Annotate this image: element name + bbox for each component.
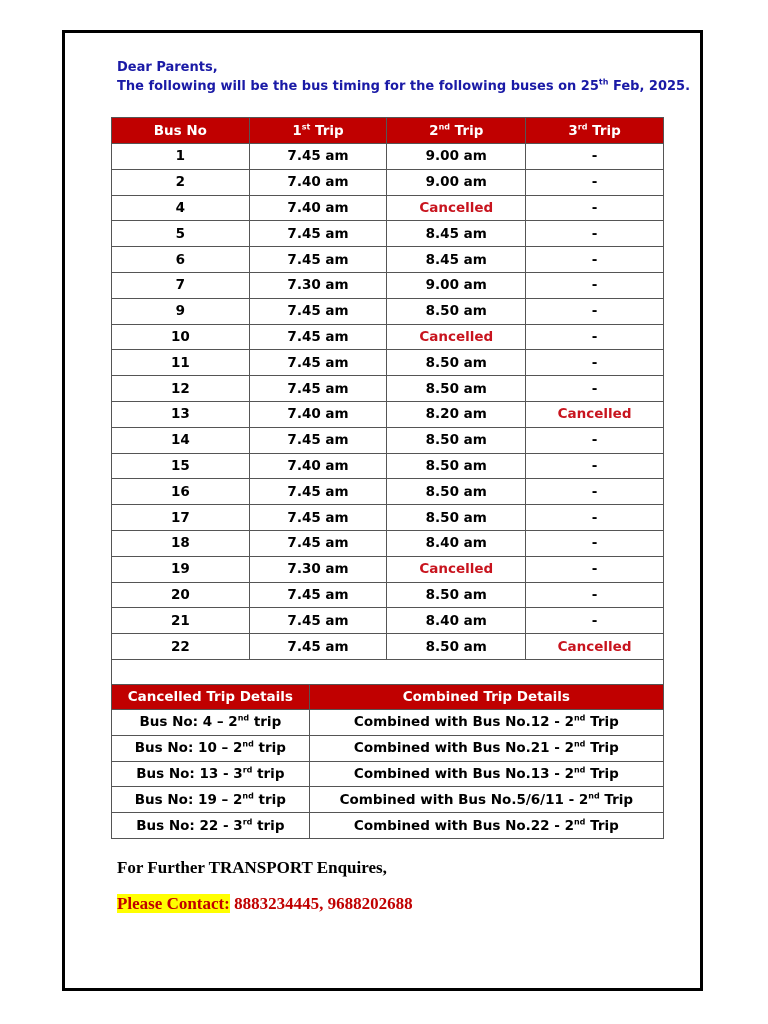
spacer-cell [112, 659, 664, 684]
trip-1-cell: 7.40 am [249, 169, 387, 195]
combined-trip-cell: Combined with Bus No.13 - 2nd Trip [309, 761, 663, 787]
bus-no-cell: 6 [112, 247, 250, 273]
table-row [112, 144, 664, 170]
trip-2-cell: 8.50 am [387, 427, 526, 453]
table-row [112, 453, 664, 479]
table-row [112, 634, 664, 660]
trip-2-cell: 8.50 am [387, 350, 526, 376]
trip-3-cell: - [526, 169, 664, 195]
trip-1-cell: 7.45 am [249, 376, 387, 402]
trip-2-cell: 9.00 am [387, 272, 526, 298]
header-combined-details: Combined Trip Details [309, 685, 663, 710]
bus-no-cell: 4 [112, 195, 250, 221]
schedule-header-row [112, 118, 664, 144]
trip-3-cell: - [526, 272, 664, 298]
table-row [112, 427, 664, 453]
table-row [112, 787, 664, 813]
greeting [117, 58, 690, 96]
table-row [112, 401, 664, 427]
trip-1-cell: 7.30 am [249, 556, 387, 582]
header-cancelled-details: Cancelled Trip Details [112, 685, 310, 710]
trip-2-cell: 8.50 am [387, 376, 526, 402]
table-row [112, 608, 664, 634]
trip-1-cell: 7.40 am [249, 453, 387, 479]
trip-2-cell: 8.50 am [387, 479, 526, 505]
trip-1-cell: 7.45 am [249, 530, 387, 556]
bus-no-cell: 19 [112, 556, 250, 582]
combined-trip-cell: Combined with Bus No.12 - 2nd Trip [309, 710, 663, 736]
bus-no-cell: 20 [112, 582, 250, 608]
bus-no-cell: 10 [112, 324, 250, 350]
trip-3-cell: - [526, 376, 664, 402]
trip-2-cell: Cancelled [387, 324, 526, 350]
table-row [112, 247, 664, 273]
spacer-row [112, 659, 664, 684]
header-trip-2: 2nd Trip [387, 118, 526, 144]
table-row [112, 479, 664, 505]
bus-no-cell: 12 [112, 376, 250, 402]
trip-2-cell: 8.50 am [387, 298, 526, 324]
cancelled-trip-cell: Bus No: 4 – 2nd trip [112, 710, 310, 736]
bus-no-cell: 1 [112, 144, 250, 170]
contact-numbers: 8883234445, 9688202688 [229, 894, 413, 913]
trip-details-table [111, 684, 664, 839]
details-header-row [112, 685, 664, 710]
trip-3-cell: - [526, 247, 664, 273]
cancelled-trip-cell: Bus No: 13 - 3rd trip [112, 761, 310, 787]
table-row [112, 813, 664, 839]
trip-3-cell: Cancelled [526, 634, 664, 660]
bus-no-cell: 17 [112, 505, 250, 531]
header-trip-3: 3rd Trip [526, 118, 664, 144]
trip-2-cell: 9.00 am [387, 169, 526, 195]
trip-3-cell: - [526, 505, 664, 531]
trip-2-cell: 8.50 am [387, 505, 526, 531]
trip-2-cell: 8.50 am [387, 453, 526, 479]
trip-1-cell: 7.45 am [249, 221, 387, 247]
trip-3-cell: - [526, 144, 664, 170]
trip-3-cell: - [526, 479, 664, 505]
table-row [112, 376, 664, 402]
bus-no-cell: 16 [112, 479, 250, 505]
bus-no-cell: 15 [112, 453, 250, 479]
trip-3-cell: - [526, 221, 664, 247]
trip-3-cell: - [526, 530, 664, 556]
table-row [112, 221, 664, 247]
trip-2-cell: 8.40 am [387, 530, 526, 556]
trip-3-cell: - [526, 350, 664, 376]
cancelled-trip-cell: Bus No: 22 - 3rd trip [112, 813, 310, 839]
bus-no-cell: 22 [112, 634, 250, 660]
table-row [112, 272, 664, 298]
trip-1-cell: 7.45 am [249, 144, 387, 170]
table-row [112, 530, 664, 556]
trip-2-cell: Cancelled [387, 556, 526, 582]
trip-2-cell: 8.50 am [387, 582, 526, 608]
trip-1-cell: 7.45 am [249, 350, 387, 376]
trip-2-cell: 8.20 am [387, 401, 526, 427]
trip-3-cell: - [526, 324, 664, 350]
greeting-line2: The following will be the bus timing for the following buses on 25th Feb, 2025. [117, 77, 691, 94]
trip-3-cell: - [526, 195, 664, 221]
trip-3-cell: - [526, 427, 664, 453]
trip-2-cell: 8.45 am [387, 247, 526, 273]
trip-1-cell: 7.45 am [249, 324, 387, 350]
trip-1-cell: 7.45 am [249, 427, 387, 453]
trip-3-cell: - [526, 298, 664, 324]
trip-1-cell: 7.45 am [249, 608, 387, 634]
bus-no-cell: 21 [112, 608, 250, 634]
table-row [112, 324, 664, 350]
trip-3-cell: - [526, 608, 664, 634]
trip-1-cell: 7.45 am [249, 582, 387, 608]
greeting-line1: Dear Parents, [117, 60, 218, 75]
cancelled-trip-cell: Bus No: 19 – 2nd trip [112, 787, 310, 813]
trip-1-cell: 7.45 am [249, 298, 387, 324]
table-row [112, 761, 664, 787]
trip-1-cell: 7.45 am [249, 479, 387, 505]
table-row [112, 298, 664, 324]
combined-trip-cell: Combined with Bus No.5/6/11 - 2nd Trip [309, 787, 663, 813]
table-row [112, 556, 664, 582]
bus-no-cell: 5 [112, 221, 250, 247]
table-row [112, 169, 664, 195]
trip-3-cell: - [526, 453, 664, 479]
bus-no-cell: 9 [112, 298, 250, 324]
trip-1-cell: 7.40 am [249, 401, 387, 427]
trip-2-cell: 8.50 am [387, 634, 526, 660]
trip-1-cell: 7.45 am [249, 505, 387, 531]
trip-1-cell: 7.45 am [249, 634, 387, 660]
trip-2-cell: 8.40 am [387, 608, 526, 634]
contact-line: For Further TRANSPORT Enquires, [117, 858, 387, 877]
trip-2-cell: Cancelled [387, 195, 526, 221]
trip-2-cell: 9.00 am [387, 144, 526, 170]
trip-3-cell: - [526, 582, 664, 608]
table-row [112, 710, 664, 736]
contact-numbers-line [117, 894, 413, 914]
bus-no-cell: 2 [112, 169, 250, 195]
trip-3-cell: Cancelled [526, 401, 664, 427]
contact-label: Please Contact: [117, 894, 230, 913]
header-trip-1: 1st Trip [249, 118, 387, 144]
bus-schedule-table [111, 117, 664, 685]
cancelled-trip-cell: Bus No: 10 – 2nd trip [112, 735, 310, 761]
bus-no-cell: 18 [112, 530, 250, 556]
trip-2-cell: 8.45 am [387, 221, 526, 247]
table-row [112, 505, 664, 531]
combined-trip-cell: Combined with Bus No.21 - 2nd Trip [309, 735, 663, 761]
table-row [112, 350, 664, 376]
bus-no-cell: 7 [112, 272, 250, 298]
bus-no-cell: 13 [112, 401, 250, 427]
trip-1-cell: 7.45 am [249, 247, 387, 273]
table-row [112, 195, 664, 221]
bus-no-cell: 11 [112, 350, 250, 376]
table-row [112, 582, 664, 608]
trip-1-cell: 7.30 am [249, 272, 387, 298]
bus-no-cell: 14 [112, 427, 250, 453]
table-row [112, 735, 664, 761]
combined-trip-cell: Combined with Bus No.22 - 2nd Trip [309, 813, 663, 839]
trip-3-cell: - [526, 556, 664, 582]
header-bus-no: Bus No [112, 118, 250, 144]
trip-1-cell: 7.40 am [249, 195, 387, 221]
